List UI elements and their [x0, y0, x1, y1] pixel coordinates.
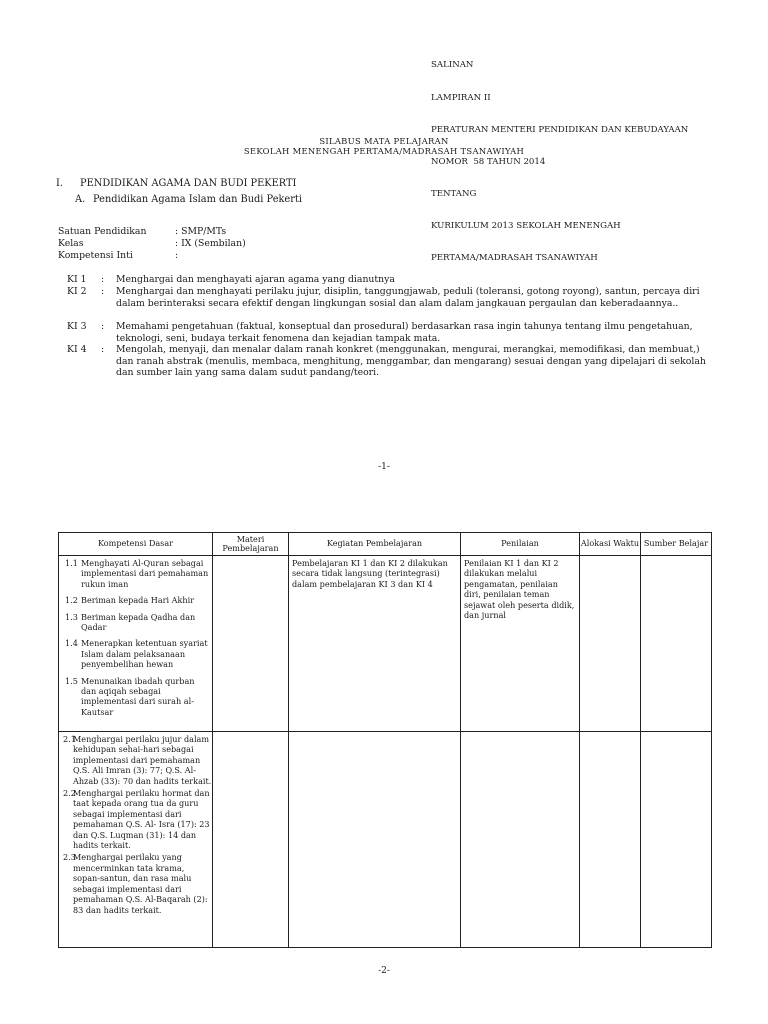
materi-cell: [213, 556, 289, 732]
header-penilaian: Penilaian: [461, 533, 580, 556]
kd-item: 1.3 Beriman kepada Qadha dan Qadar: [65, 611, 196, 633]
kd-cell: [59, 732, 213, 948]
subsection-heading: [75, 194, 302, 205]
kd-item: 2.1 Menghargai perilaku jujur dalam kehidupan sehai-hari sebagai implementasi dari pemahaman Q.S. Ali Imran (3): 77; Q.S. Al-Ahzab (33): 70 dan hadits terkait.: [63, 734, 212, 786]
section-number: I.: [56, 178, 63, 189]
meta-value: : SMP/MTs: [175, 226, 227, 237]
materi-cell: [213, 732, 289, 948]
ki-text: Mengolah, menyaji, dan menalar dalam ranah konkret (menggunakan, mengurai, merangkai, memodifikasi, dan membuat,) dan ranah abstrak (menulis, membaca, menghitung, menggambar, dan mengarang) sesuai dengan yang dipelajari di sekolah dan sumber lain yang sama dalam sudut pandang/teori.: [116, 344, 706, 379]
kd-item: 1.1 Menghayati Al-Quran sebagai implementasi dari pemahaman rukun iman: [65, 558, 209, 589]
subsection-number: A.: [75, 194, 86, 205]
ki-code: KI 1: [67, 274, 87, 285]
meta-value: : IX (Sembilan): [175, 238, 246, 249]
title-line-2: SEKOLAH MENENGAH PERTAMA/MADRASAH TSANAWIYAH: [243, 146, 525, 156]
ki-item: KI 1 : Menghargai dan menghayati ajaran agama yang dianutnya: [67, 274, 707, 286]
header-line: PERATURAN MENTERI PENDIDIKAN DAN KEBUDAYAAN: [431, 124, 689, 135]
header-sumber: Sumber Belajar: [641, 533, 712, 556]
header-kegiatan: Kegiatan Pembelajaran: [289, 533, 461, 556]
document-header: [431, 39, 688, 274]
syllabus-table: [58, 532, 712, 948]
ki-item: KI 2 : Menghargai dan menghayati perilaku jujur, disiplin, tanggungjawab, peduli (toleransi, gotong royong), santun, percaya diri dalam berinteraksi secara efektif dengan lingkungan sosial dan alam dalam jangkauan pergaulan dan keberadaannya..: [67, 286, 707, 309]
header-kompetensi-dasar: Kompetensi Dasar: [59, 533, 213, 556]
meta-value: :: [175, 250, 179, 261]
header-line: NOMOR 58 TAHUN 2014: [431, 156, 546, 167]
table-row: [59, 556, 712, 732]
header-line: SALINAN: [431, 60, 474, 71]
page-separator: [0, 500, 768, 518]
header-line: KURIKULUM 2013 SEKOLAH MENENGAH: [431, 220, 621, 231]
kd-item: 1.2 Beriman kepada Hari Akhir: [65, 595, 195, 606]
kd-item: 2.3 Menghargai perilaku yang mencerminkan tata krama, sopan-santun, dan rasa malu sebagai implementasi dari pemahaman Q.S. Al-Baqarah (2): 83 dan hadits terkait.: [63, 852, 208, 915]
header-line: TENTANG: [431, 188, 477, 199]
sumber-cell: [641, 556, 712, 732]
kd-item: 1.4 Menerapkan ketentuan syariat Islam dalam pelaksanaan penyembelihan hewan: [65, 638, 208, 670]
ki-text: Memahami pengetahuan (faktual, konseptual dan prosedural) berdasarkan rasa ingin tahunya tentang ilmu pengetahuan, teknologi, seni, budaya terkait fenomena dan kejadian tampak mata.: [116, 321, 693, 344]
section-label: PENDIDIKAN AGAMA DAN BUDI PEKERTI: [80, 178, 297, 189]
header-line: PERTAMA/MADRASAH TSANAWIYAH: [431, 253, 598, 264]
title-line-1: SILABUS MATA PELAJARAN: [319, 136, 449, 146]
kd-cell: [59, 556, 213, 732]
kegiatan-cell: Pembelajaran KI 1 dan KI 2 dilakukan secara tidak langsung (terintegrasi) dalam pembelajaran KI 3 dan KI 4: [289, 556, 461, 732]
kd-item: 2.2 Menghargai perilaku hormat dan taat kepada orang tua da guru sebagai implementasi dari pemahaman Q.S. Al- Isra (17): 23 dan Q.S. Luqman (31): 14 dan hadits terkait.: [63, 788, 210, 851]
penilaian-cell: Penilaian KI 1 dan KI 2 dilakukan melalui pengamatan, penilaian diri, penilaian teman sejawat oleh peserta didik, dan jurnal: [461, 556, 580, 732]
subsection-label: Pendidikan Agama Islam dan Budi Pekerti: [93, 194, 302, 205]
meta-label: Kelas: [58, 238, 84, 249]
page-number: -2-: [378, 966, 390, 976]
table-header-row: [59, 533, 712, 556]
ki-code: KI 4: [67, 344, 87, 355]
meta-label: Satuan Pendidikan: [58, 226, 147, 237]
header-alokasi: Alokasi Waktu: [580, 533, 641, 556]
kd-item: 1.5 Menunaikan ibadah qurban dan aqiqah sebagai implementasi dari surah al-Kautsar: [65, 675, 195, 717]
alokasi-cell: [580, 732, 641, 948]
ki-code: KI 3: [67, 321, 87, 332]
ki-text: Menghargai dan menghayati perilaku jujur, disiplin, tanggungjawab, peduli (toleransi, gotong royong), santun, percaya diri dalam berinteraksi secara efektif dengan lingkungan sosial dan alam dalam jangkauan pergaulan dan keberadaannya..: [116, 286, 700, 309]
header-materi: Materi Pembelajaran: [213, 533, 289, 556]
meta-label: Kompetensi Inti: [58, 250, 133, 261]
sumber-cell: [641, 732, 712, 948]
ki-text: Menghargai dan menghayati ajaran agama yang dianutnya: [116, 274, 395, 285]
penilaian-cell: [461, 732, 580, 948]
ki-item: KI 4 : Mengolah, menyaji, dan menalar dalam ranah konkret (menggunakan, mengurai, merangkai, memodifikasi, dan membuat,) dan ranah abstrak (menulis, membaca, menghitung, menggambar, dan mengarang) sesuai dengan yang dipelajari di sekolah dan sumber lain yang sama dalam sudut pandang/teori.: [67, 344, 706, 379]
alokasi-cell: [580, 556, 641, 732]
section-heading: [56, 178, 296, 189]
ki-item: KI 3 : Memahami pengetahuan (faktual, konseptual dan prosedural) berdasarkan rasa ingin tahunya tentang ilmu pengetahuan, teknologi, seni, budaya terkait fenomena dan kejadian tampak mata.: [67, 321, 707, 344]
table-row: [59, 732, 712, 948]
page-number: -1-: [378, 462, 390, 472]
header-line: LAMPIRAN II: [431, 92, 491, 103]
ki-code: KI 2: [67, 286, 87, 297]
kegiatan-cell: [289, 732, 461, 948]
